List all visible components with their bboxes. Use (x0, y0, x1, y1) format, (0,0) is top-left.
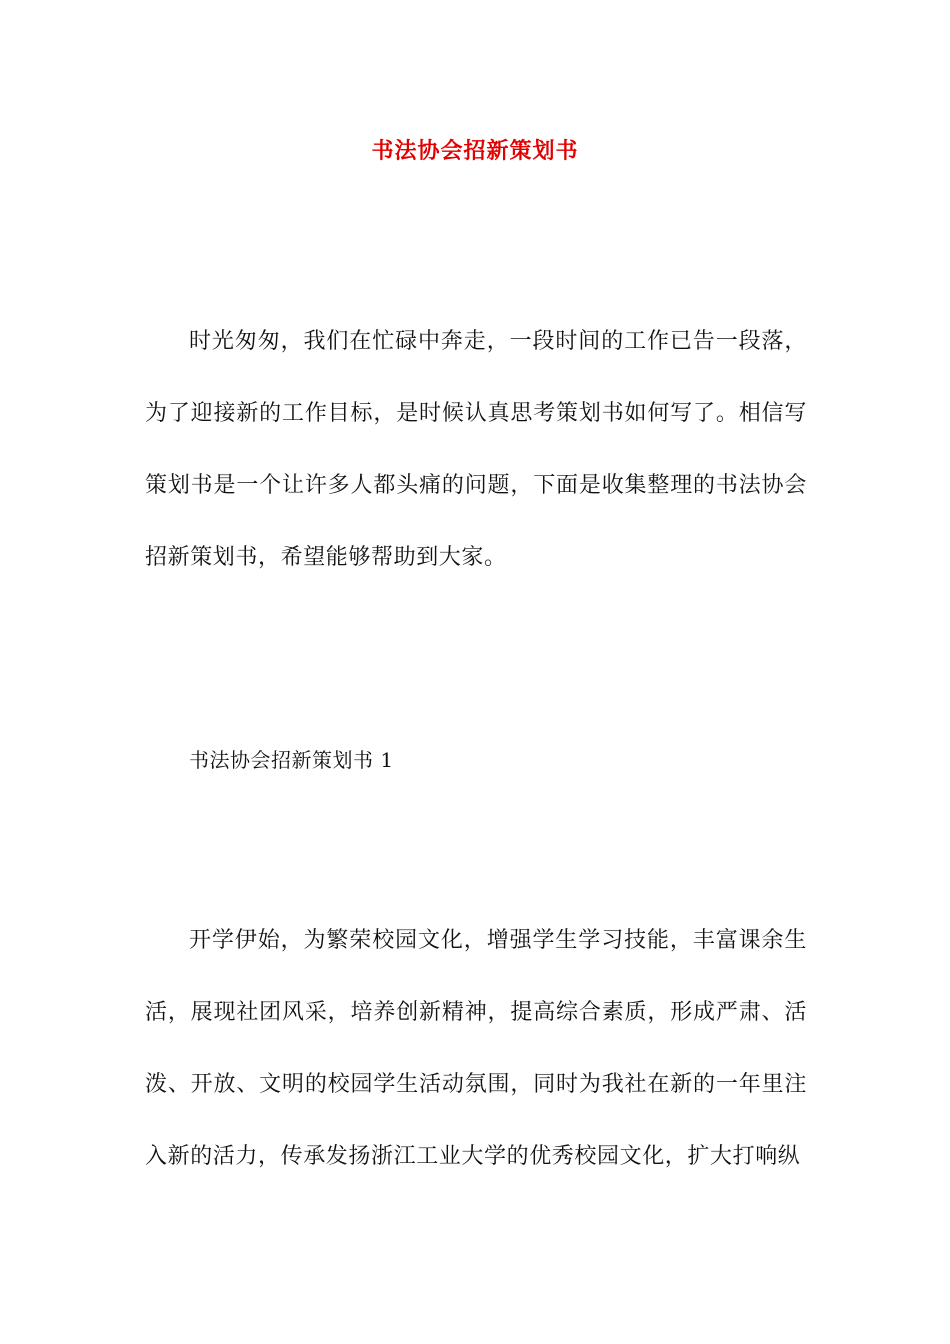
body-paragraph: 开学伊始，为繁荣校园文化，增强学生学习技能，丰富课余生活，展现社团风采，培养创新精神，提高综合素质，形成严肃、活泼、开放、文明的校园学生活动氛围，同时为我社在新的一年里注入新的活力，传承发扬浙江工业大学的优秀校园文化，扩大打响纵 (145, 928, 807, 1169)
intro-paragraph: 时光匆匆，我们在忙碌中奔走，一段时间的工作已告一段落，为了迎接新的工作目标，是时候认真思考策划书如何写了。相信写策划书是一个让许多人都头痛的问题，下面是收集整理的书法协会招新策划书，希望能够帮助到大家。 (145, 329, 807, 570)
document-title: 书法协会招新策划书 (371, 138, 579, 164)
section-heading: 书法协会招新策划书 1 (189, 748, 394, 772)
